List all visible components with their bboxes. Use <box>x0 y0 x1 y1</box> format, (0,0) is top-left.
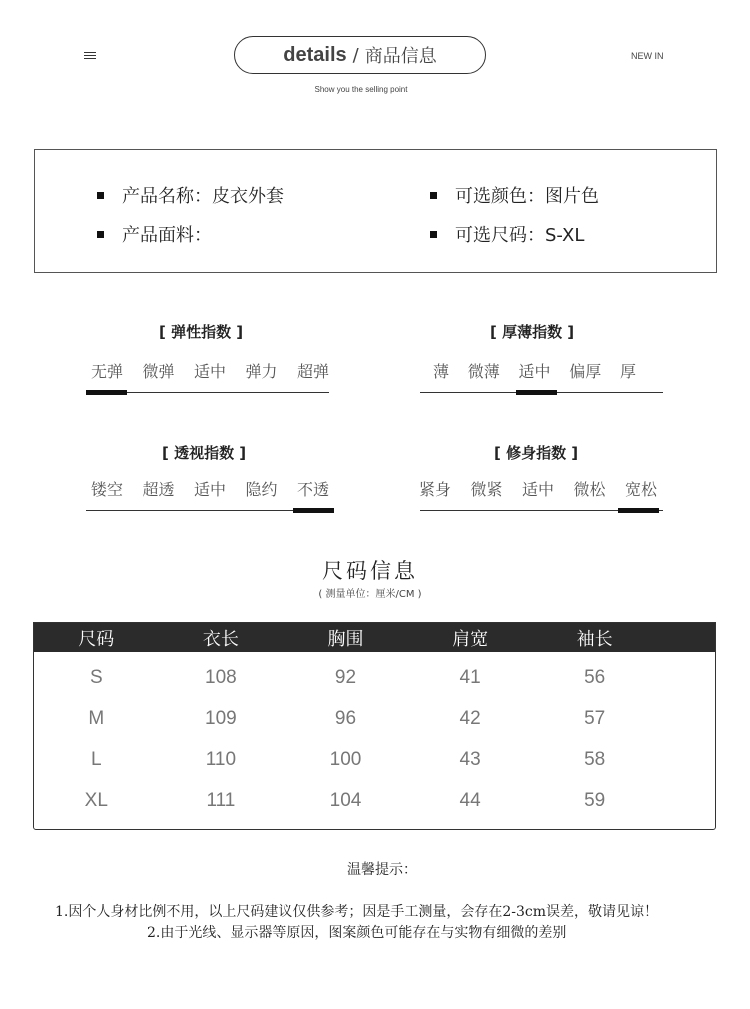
table-cell: 59 <box>584 789 606 811</box>
fit-index-title: [ 修身指数 ] <box>494 444 579 462</box>
info-product-name-text: 产品名称：皮衣外套 <box>122 186 284 207</box>
info-size <box>430 221 584 247</box>
note-line-1: 1.因个人身材比例不用，以上尺码建议仅供参考；因是手工测量，会存在2-3cm误差，敬请见谅！ <box>55 904 659 920</box>
elasticity-index-title: [ 弹性指数 ] <box>159 323 244 341</box>
table-row <box>34 698 715 739</box>
transparency-index-marker <box>293 508 334 513</box>
fit-option: 微松 <box>573 480 606 499</box>
table-cell: 42 <box>459 707 481 729</box>
elasticity-option: 微弹 <box>142 362 175 381</box>
table-cell: 100 <box>329 748 362 770</box>
info-size-text: 可选尺码：S-XL <box>455 225 585 246</box>
info-product-fabric <box>97 221 212 247</box>
header-cell: 尺码 <box>78 628 115 650</box>
fit-index-marker <box>618 508 659 513</box>
title-separator: / <box>352 44 359 66</box>
transparency-option: 镂空 <box>91 480 124 499</box>
table-cell: M <box>88 707 105 729</box>
table-cell: 41 <box>459 666 481 688</box>
transparency-option: 适中 <box>193 480 226 499</box>
table-cell: 110 <box>205 748 237 770</box>
table-cell: 104 <box>329 789 362 811</box>
table-cell: S <box>89 666 103 688</box>
fit-option: 微紧 <box>470 480 503 499</box>
tips-title: 温馨提示： <box>347 862 417 878</box>
size-info-title: 尺码信息 <box>322 559 418 583</box>
info-product-name <box>97 182 284 208</box>
fit-index-options <box>419 477 657 500</box>
note-line-2: 2.由于光线、显示器等原因，图案颜色可能存在与实物有细微的差别 <box>147 925 567 941</box>
table-row <box>34 780 715 821</box>
info-color <box>430 182 599 208</box>
table-cell: 108 <box>205 666 237 688</box>
table-cell: 109 <box>205 707 237 729</box>
subtitle: Show you the selling point <box>314 85 408 94</box>
header-cell: 衣长 <box>202 628 239 650</box>
elasticity-option: 超弹 <box>296 362 329 381</box>
bullet-icon <box>430 192 437 199</box>
thickness-index-marker <box>516 390 557 395</box>
table-cell: 92 <box>334 666 357 688</box>
menu-icon[interactable] <box>84 52 96 60</box>
thickness-index-options <box>433 359 636 382</box>
title-english: details <box>283 43 347 66</box>
header-cell: 袖长 <box>576 628 613 650</box>
bullet-icon <box>97 231 104 238</box>
table-row <box>34 739 715 780</box>
elasticity-option: 弹力 <box>245 362 278 381</box>
size-unit-note: ( 测量单位：厘米/CM ) <box>318 589 422 600</box>
fit-option: 适中 <box>521 480 554 499</box>
transparency-option: 超透 <box>142 480 175 499</box>
transparency-index-title: [ 透视指数 ] <box>162 444 247 462</box>
transparency-option: 不透 <box>296 480 329 499</box>
size-table <box>33 622 716 830</box>
table-cell: 44 <box>459 789 481 811</box>
bullet-icon <box>430 231 437 238</box>
title-chinese: 商品信息 <box>364 46 437 67</box>
header-cell: 胸围 <box>327 628 364 650</box>
table-cell: 57 <box>584 707 606 729</box>
table-cell: 56 <box>584 666 606 688</box>
elasticity-index-options <box>91 359 329 382</box>
elasticity-option: 无弹 <box>91 362 124 381</box>
table-cell: 111 <box>206 789 236 811</box>
table-cell: 96 <box>334 707 357 729</box>
elasticity-index-marker <box>86 390 127 395</box>
fit-option: 宽松 <box>624 480 657 499</box>
transparency-index-options <box>91 477 329 500</box>
header-cell: 肩宽 <box>452 628 489 650</box>
size-table-body <box>34 652 715 821</box>
table-cell: XL <box>84 789 108 811</box>
table-cell: 43 <box>459 748 481 770</box>
thickness-option: 厚 <box>619 362 636 381</box>
thickness-index-title: [ 厚薄指数 ] <box>490 323 575 341</box>
transparency-option: 隐约 <box>245 480 278 499</box>
table-row <box>34 657 715 698</box>
table-cell: L <box>91 748 102 770</box>
elasticity-option: 适中 <box>193 362 226 381</box>
info-product-fabric-text: 产品面料： <box>122 225 212 246</box>
thickness-option: 微薄 <box>467 362 500 381</box>
table-cell: 58 <box>584 748 606 770</box>
info-color-text: 可选颜色：图片色 <box>455 186 599 207</box>
fit-option: 紧身 <box>419 480 452 499</box>
product-info-box <box>34 149 717 273</box>
size-table-header <box>34 623 715 652</box>
bullet-icon <box>97 192 104 199</box>
thickness-option: 薄 <box>433 362 450 381</box>
thickness-option: 适中 <box>518 362 551 381</box>
new-in-label: NEW IN <box>631 51 664 61</box>
thickness-option: 偏厚 <box>569 362 602 381</box>
details-title-pill <box>234 36 486 74</box>
